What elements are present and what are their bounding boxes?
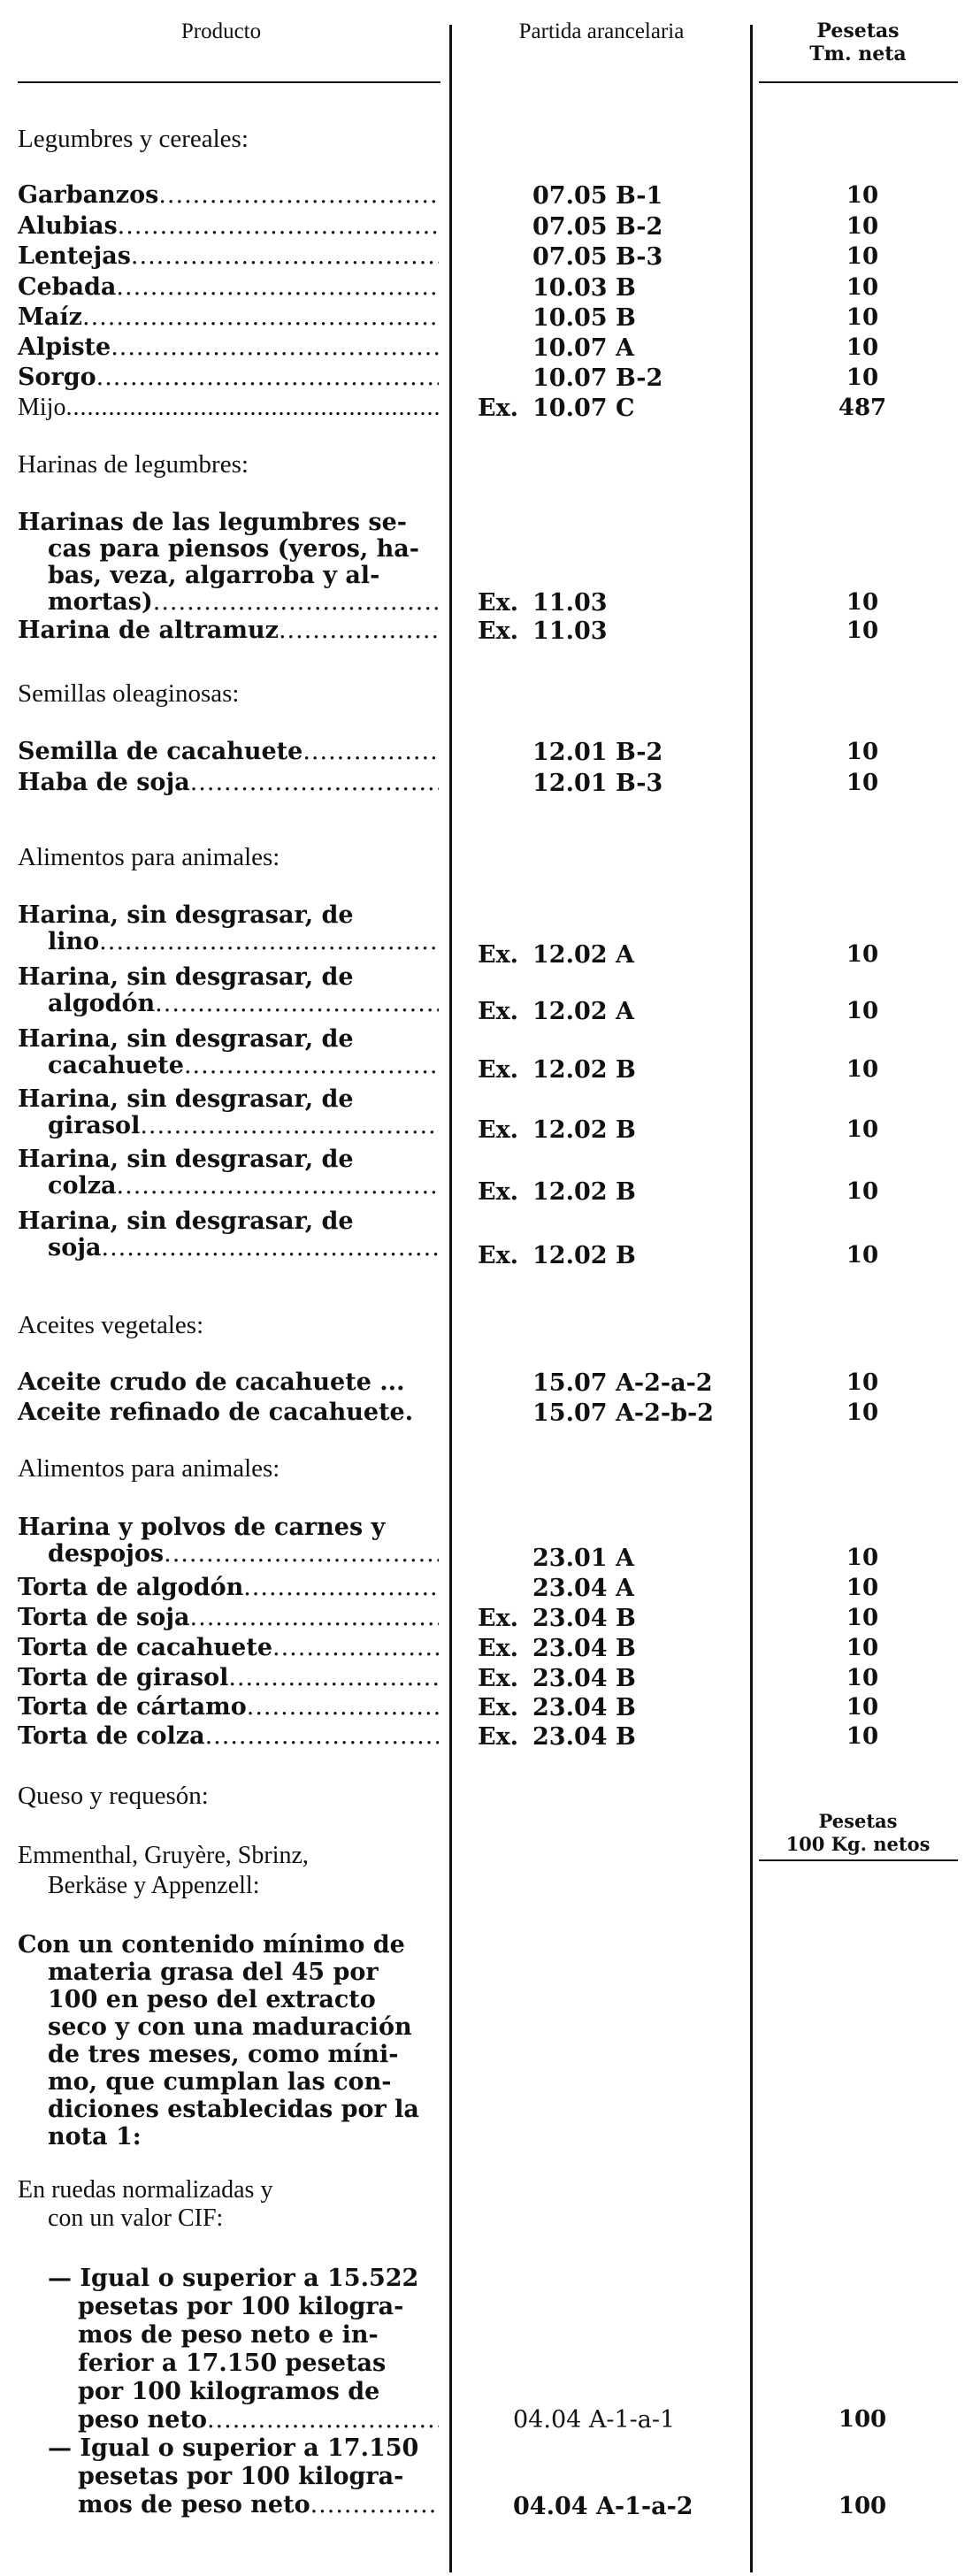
header-rule-kg: [759, 1859, 958, 1861]
section-harinas: Harinas de legumbres:: [18, 450, 249, 479]
section-alimentos-2: Alimentos para animales:: [18, 1454, 280, 1483]
section-legumbres: Legumbres y cereales:: [18, 125, 249, 153]
header-pesetas-kg: Pesetas 100 Kg. netos: [785, 1810, 931, 1855]
header-producto: Producto: [180, 19, 262, 43]
column-divider-1: [449, 25, 452, 2572]
section-alimentos-1: Alimentos para animales:: [18, 843, 280, 871]
header-rule-right: [759, 81, 958, 83]
column-divider-2: [750, 25, 753, 2572]
section-queso: Queso y requesón:: [18, 1782, 209, 1810]
section-semillas: Semillas oleaginosas:: [18, 679, 240, 708]
section-aceites: Aceites vegetales:: [18, 1311, 204, 1339]
queso-condiciones: Con un contenido mínimo de materia grasa del 45 por 100 en peso del extracto seco y con una maduración de tres meses, como míni- mo, que cumplan las con- diciones establecidas por la nota 1:: [18, 1931, 419, 2150]
queso-intro: Emmenthal, Gruyère, Sbrinz, Berkäse y Appenzell:: [18, 1842, 309, 1899]
queso-ruedas: En ruedas normalizadas y con un valor CIF:: [18, 2176, 273, 2232]
header-rule-left: [18, 81, 440, 83]
header-partida: Partida arancelaria: [518, 19, 685, 43]
header-pesetas-tm: Pesetas Tm. neta: [809, 19, 907, 65]
tariff-page: Producto Partida arancelaria Pesetas Tm. neta Legumbres y cereales: Harinas de legumbres: Semillas oleaginosas: Alimentos para animales: Aceites vegetales: Alimentos para animales: Queso y requesón: Garbanzos ..... 07.05 B-1 10 Alubias ..... 07.05 B-2 10 Lentejas ..... 07.05 B-3 10 Cebada ..... 10.03 B 10 Maíz ..... 10.05 B 10 Alpiste ..... 10.07 A 10 Sorgo ..... 10.07 B-2 10 Mijo ..... Ex. 10.07 C 487 Harinas de las legumbres se- cas para piensos (yeros, ha- bas, veza, algarroba y al- mortas) ..... Ex. 11.03 10 Harina de altramuz ..... Ex. 11.03 10 Semilla de cacahuete ..... 12.01 B-2 10 Haba de soja ..... 12.01 B-3 10 Harina, sin desgrasar, de lino ..... Ex. 12.02 A 10 Harina, sin desgrasar, de algodón ..... Ex. 12.02 A 10 Harina, sin desgrasar, de cacahuete ..... Ex. 12.02 B 10 Harina, sin desgrasar, de girasol ..... Ex. 12.02 B 10 Harina, sin desgrasar, de colza ..... Ex. 12.02 B 10 Harina, sin desgrasar, de soja ..... Ex. 12.02 B 10 Aceite crudo de cacahuete ... 15.07 A-2-a-2 10 Aceite refinado de cacahuete. 15.07 A-2-b-2 10 Harina y polvos de carnes y despojos ..... 23.01 A 10 Torta de algodón ..... 23.04 A 10 Torta de soja ..... Ex. 23.04 B 10 Torta de cacahuete ..... Ex. 23.04 B 10 Torta de girasol ..... Ex. 23.04 B 10 Torta de cártamo ..... Ex. 23.04 B 10 Torta de colza ..... Ex. 23.04 B 10 Pesetas 100 Kg. netos Emmenthal, Gruyère, Sbrinz, Berkäse y Appenzell: Con un contenido mínimo de materia grasa del 45 por 100 en peso del extracto seco y con una maduración de tres meses, como míni- mo, que cumplan las con- diciones establecidas por la nota 1: En ruedas normalizadas y con un valor CIF: — Igual o superior a 15.522 pesetas por 100 kilogra- mos de peso neto e in- ferior a 17.150 pesetas por 100 kilogramos de peso neto ..... 04.04 A-1-a-1 100 — Igual o superior a 17.150 pesetas por 100 kilogra- mos de peso neto ..... 04.04 A-1-a-2 100: [0, 0, 965, 2576]
